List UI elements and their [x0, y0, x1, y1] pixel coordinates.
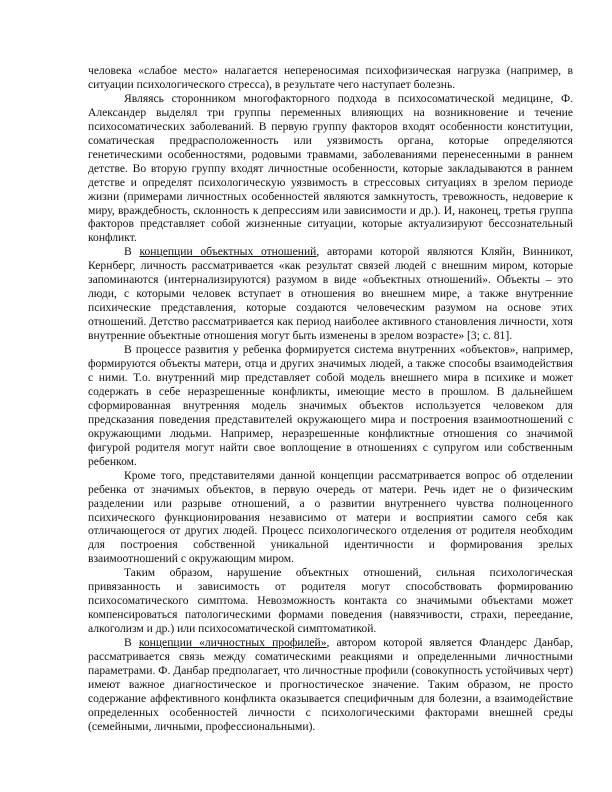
paragraph-4: В процессе развития у ребенка формируется система внутренних «объектов», например, формируются объекты матери, отца и других значимых людей, а также способы взаимодействия с ними. Т.о. внутренний мир представляет собой модель внешнего мира в психике и может содержать в себе неразрешенные конфликты, имеющие место в прошлом. В дальнейшем сформированная внутренняя модель значимых объектов используется человеком для предсказания поведения представителей окружающего мира и построения взаимоотношений с окружающими людьми. Например, неразрешенные конфликтные отношения со значимой фигурой родителя могут найти свое воплощение в отношениях с супругом или собственным ребенком. — [88, 343, 573, 468]
paragraph-3-lead: В — [124, 245, 140, 259]
paragraph-3 — [88, 245, 573, 343]
document-body — [88, 64, 573, 734]
paragraph-5: Кроме того, представителями данной концепции рассматривается вопрос об отделении ребенка от значимых объектов, в первую очередь от матери. Речь идет не о физическим разделении или разрыве отношений, а о развитии внутреннего чувства полноценного психического функционирования независимо от матери и восприятии самого себя как отличающегося от других людей. Процесс психологического отделения от родителя необходим для построения собственной уникальной идентичности и формирования зрелых взаимоотношений с окружающим миром. — [88, 468, 573, 566]
paragraph-7-lead: В — [124, 636, 139, 650]
personality-profiles-concept-term: концепции «личностных профилей» — [138, 636, 327, 650]
paragraph-1: человека «слабое место» налагается непереносимая психофизическая нагрузка (например, в ситуации психологического стресса), в результате чего наступает болезнь. — [88, 64, 573, 91]
object-relations-concept-term: концепции объектных отношений — [139, 245, 317, 259]
paragraph-7-rest: , автором которой является Фландерс Данбар, рассматривается связь между соматическими реакциями и определенными личностными параметрами. Ф. Данбар предполагает, что личностные профили (совокупность устойчивых черт) имеют важное диагностическое и прогностическое значение. Таким образом, не просто содержание аффективного конфликта оказывается специфичным для болезни, а взаимодействие определенных особенностей личности с психологическими факторами внешней среды (семейными, личными, профессиональными). — [88, 636, 573, 733]
paragraph-6: Таким образом, нарушение объектных отношений, сильная психологическая привязанность и зависимость от родителя могут способствовать формированию психосоматического симптома. Невозможность контакта со значимыми объектами может компенсироваться патологическими формами поведения (навязчивости, страхи, переедание, алкоголизм и др.) или психосоматической симптоматикой. — [88, 566, 573, 636]
paragraph-3-rest: , авторами которой являются Кляйн, Винникот, Кернберг, личность рассматривается «как результат связей людей с внешним миром, которые запоминаются (интернализируются) разумом в виде «объектных отношений». Объекты – это люди, с которыми человек вступает в отношения во внешнем мире, а также внутренние психические представления, которые создаются человеческим разумом на основе этих отношений. Детство рассматривается как период наиболее активного становления личности, хотя внутренние объектные отношения могут быть изменены в зрелом возрасте» [3; с. 81]. — [88, 245, 573, 343]
paragraph-7 — [88, 636, 573, 734]
paragraph-2: Являясь сторонником многофакторного подхода в психосоматической медицине, Ф. Александер выделял три группы переменных влияющих на возникновение и течение психосоматических заболеваний. В первую группу факторов входят особенности конституции, соматическая предрасположенность или уязвимость органа, которые определяются генетическими особенностями, родовыми травмами, заболеваниями перенесенными в раннем детстве. Во вторую группу входят личностные особенности, которые закладываются в раннем детстве и определят психологическую уязвимость в стрессовых ситуациях в зрелом периоде жизни (примерами личностных особенностей являются замкнутость, тревожность, недоверие к миру, враждебность, склонность к депрессиям или зависимости и др.). И, наконец, третья группа факторов представляет собой жизненные ситуации, которые актуализируют бессознательный конфликт. — [88, 91, 573, 245]
